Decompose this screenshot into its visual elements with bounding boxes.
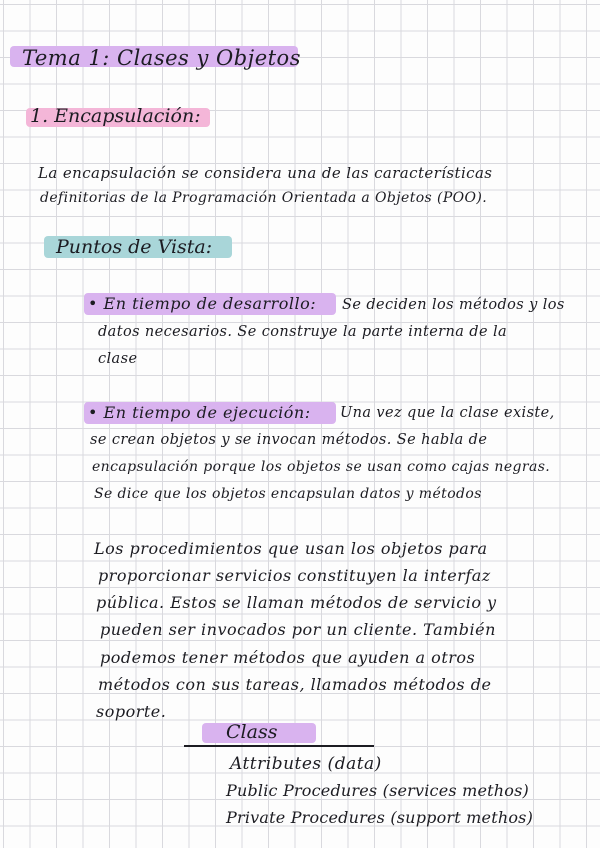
point-2-line-2: encapsulación porque los objetos se usan como cajas negras. [92,459,551,475]
point-1-label: • En tiempo de desarrollo: [88,294,317,313]
point-2-label: • En tiempo de ejecución: [88,403,311,422]
intro-line-2: definitorias de la Programación Orientada a Objetos (POO). [40,190,488,206]
point-2-line-3: Se dice que los objetos encapsulan datos y métodos [94,486,482,502]
point-2-first: Una vez que la clase existe, [340,405,555,421]
class-private-procedures: Private Procedures (support methos) [226,808,534,827]
class-attributes: Attributes (data) [230,754,382,774]
paragraph-line-3: pública. Estos se llaman métodos de servicio y [96,593,497,612]
section-heading: 1. Encapsulación: [30,105,201,127]
intro-line-1: La encapsulación se considera una de las características [38,164,493,182]
paragraph-line-4: pueden ser invocados por un cliente. También [100,620,496,639]
point-1-first: Se deciden los métodos y los [342,297,565,313]
paragraph-line-7: soporte. [96,702,167,721]
point-1-line-1: datos necesarios. Se construye la parte interna de la [98,324,508,340]
paragraph-line-6: métodos con sus tareas, llamados métodos de [98,675,492,694]
point-1-line-2: clase [98,351,138,367]
page-title: Tema 1: Clases y Objetos [22,46,301,70]
class-divider [184,745,374,747]
paragraph-line-1: Los procedimientos que usan los objetos para [94,539,488,558]
paragraph-line-5: podemos tener métodos que ayuden a otros [100,648,476,667]
class-public-procedures: Public Procedures (services methos) [226,781,529,800]
point-2-line-1: se crean objetos y se invocan métodos. Se habla de [90,432,488,448]
subheading: Puntos de Vista: [56,236,213,258]
class-name: Class [226,721,278,743]
paragraph-line-2: proporcionar servicios constituyen la interfaz [98,566,491,585]
